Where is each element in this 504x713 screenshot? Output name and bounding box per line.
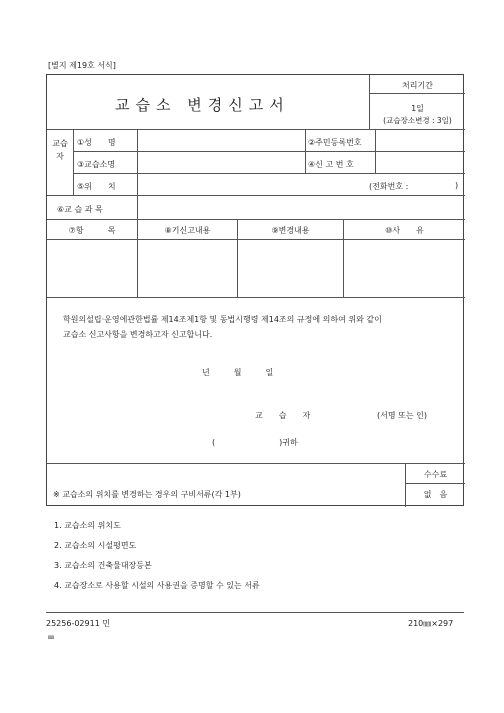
divider (47, 463, 465, 464)
previous-content-header: ⑧기신고내용 (164, 226, 211, 235)
paper-size: 210㎜×297 (408, 619, 454, 628)
divider (47, 195, 465, 196)
location-field[interactable] (139, 175, 367, 193)
document-item: 2. 교습소의 시설평면도 (54, 541, 137, 550)
reason-header: ⑩사 유 (385, 226, 424, 235)
item-cell[interactable] (49, 241, 135, 295)
divider (137, 129, 138, 195)
changed-content-cell[interactable] (239, 241, 341, 295)
divider (47, 239, 465, 240)
form-code-sub: ㎜ (48, 634, 55, 641)
divider (73, 129, 74, 195)
fee-label: 수수료 (423, 470, 448, 479)
report-form (46, 74, 464, 506)
divider (73, 173, 465, 174)
document-item: 1. 교습소의 위치도 (54, 521, 121, 530)
processing-period-days: 1일 (411, 104, 424, 113)
fee-value: 없 음 (423, 490, 448, 499)
divider (375, 129, 376, 173)
declaration-text-line1: 학원의설립·운영에관한법률 제14조제1항 및 동법시행령 제14조의 규정에 의하여 위와 같이 (63, 315, 382, 324)
phone-label: (전화번호 : (369, 182, 409, 191)
previous-content-cell[interactable] (139, 241, 235, 295)
school-name-field[interactable] (139, 153, 303, 171)
subject-field[interactable] (139, 197, 461, 217)
form-number-header: [별지 제19호 서식] (48, 61, 116, 70)
form-code: 25256-02911 민 (46, 619, 111, 628)
location-label: ⑤위 치 (77, 182, 116, 191)
divider (73, 151, 465, 152)
divider (47, 219, 465, 220)
processing-period-label: 처리기간 (402, 81, 433, 90)
changed-content-header: ⑨변경내용 (271, 226, 310, 235)
divider (305, 129, 306, 173)
resident-number-field[interactable] (378, 131, 462, 149)
item-header: ⑦항 목 (68, 226, 116, 235)
applicant-section-label: 교습자 (52, 139, 68, 161)
document-item: 4. 교습장소로 사용할 시설의 사용권을 증명할 수 있는 서류 (54, 581, 260, 590)
subject-label: ⑥교 습 과 목 (57, 205, 103, 214)
document-item: 3. 교습소의 건축물대장등본 (54, 561, 152, 570)
required-documents-title: ※ 교습소의 위치를 변경하는 경우의 구비서류(각 1부) (53, 490, 241, 499)
phone-close: ) (455, 181, 459, 190)
footer-divider (46, 612, 464, 613)
name-label: ①성 명 (77, 138, 116, 147)
school-name-label: ③교습소명 (77, 160, 116, 169)
divider (137, 195, 138, 219)
declaration-text-line2: 교습소 신고사항을 변경하고자 신고합니다. (63, 330, 213, 339)
processing-period-note: (교습장소변경 : 3일) (383, 116, 452, 125)
divider (47, 297, 465, 298)
report-number-label: ④신 고 번 호 (308, 160, 354, 169)
divider (369, 93, 465, 94)
form-title: 교습소 변경신고서 (115, 96, 290, 114)
signature-note: (서명 또는 인) (377, 411, 427, 420)
divider (47, 129, 465, 130)
report-date: 년 월 일 (202, 368, 274, 377)
report-number-field[interactable] (378, 153, 462, 171)
applicant-signature-label: 교 습 자 (255, 411, 311, 420)
divider (405, 483, 465, 484)
addressee: ( )귀하 (212, 438, 298, 447)
resident-number-label: ②주민등록번호 (308, 138, 362, 147)
reason-cell[interactable] (345, 241, 463, 295)
name-field[interactable] (139, 131, 303, 149)
